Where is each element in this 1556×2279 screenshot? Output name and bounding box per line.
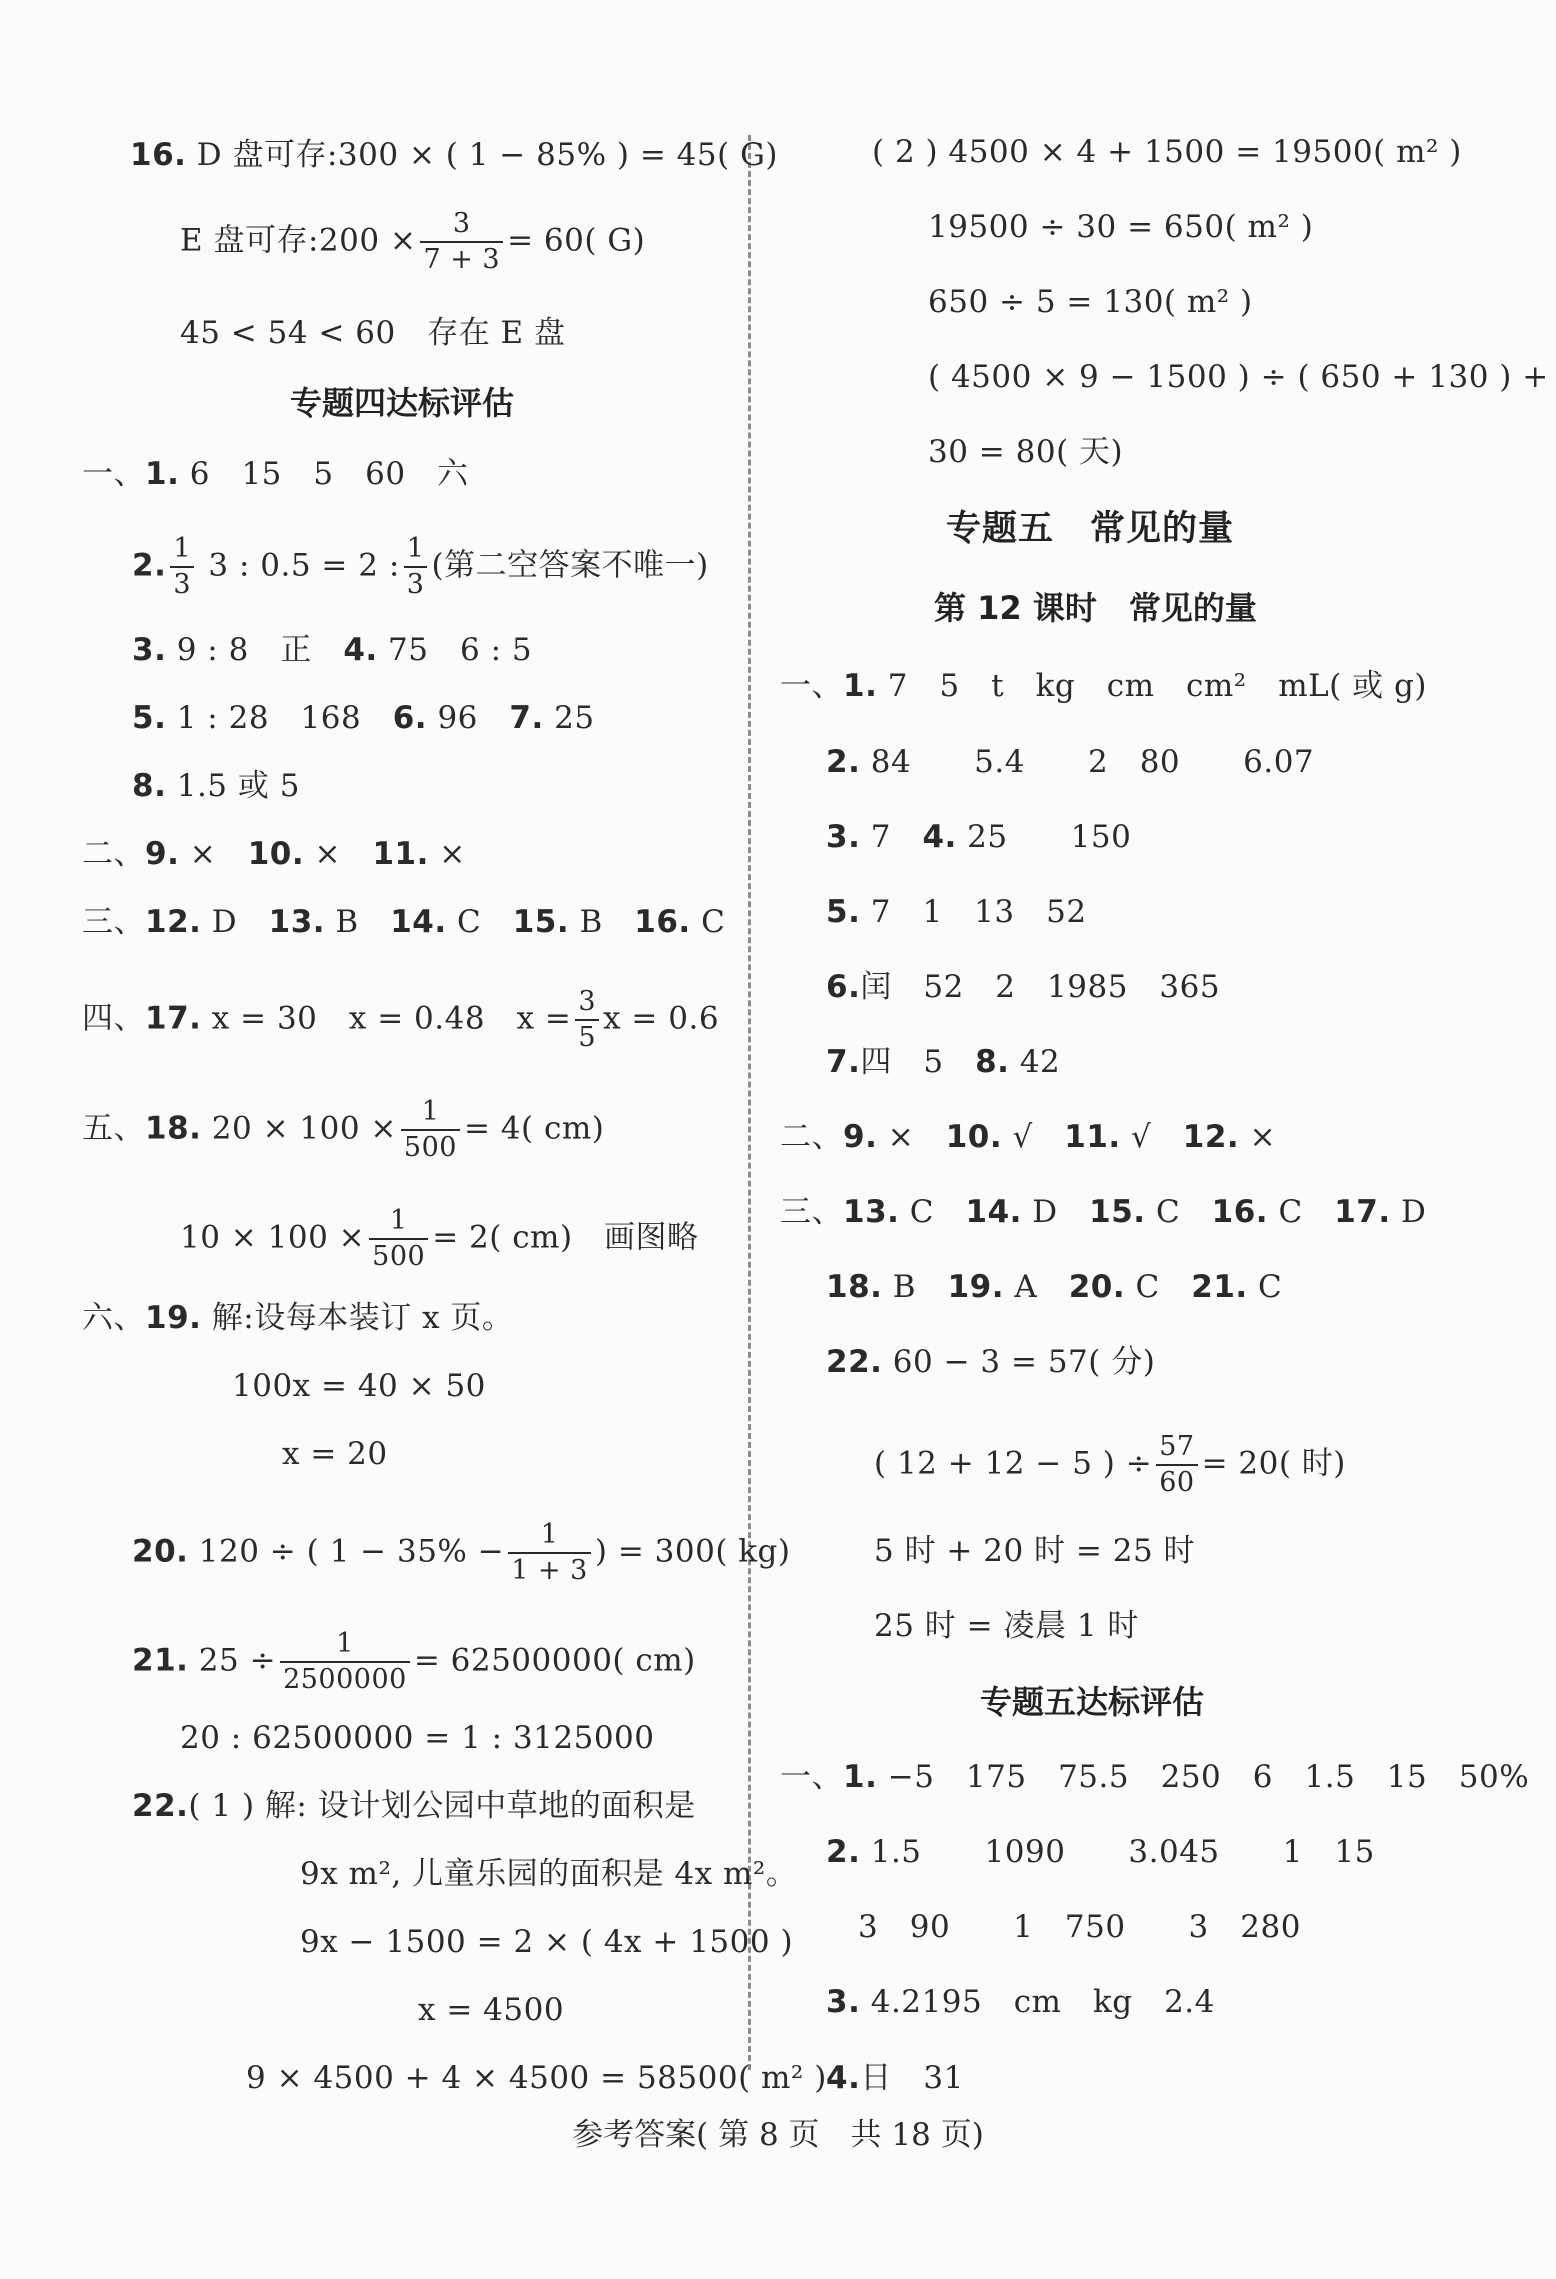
r-answer-22-line2: ( 12 + 12 − 5 ) ÷ $\frac{57}{60}$ = 20( 时) xyxy=(874,1431,1346,1498)
page-footer: 参考答案( 第 8 页 共 18 页) xyxy=(572,2117,984,2153)
answer-16-line3: 45 < 54 < 60 存在 E 盘 xyxy=(180,315,566,351)
answer-21: 21. 25 ÷ $\frac{1}{2500000}$ = 62500000( cm) xyxy=(132,1628,696,1695)
answer-8: 8. 1.5 或 5 xyxy=(132,768,300,804)
answer-2: 2. $\frac{1}{3}$ 3 : 0.5 = 2 : $\frac{1}{3}$ (第二空答案不唯一) xyxy=(132,533,709,600)
answer-16-line1: 16. D 盘可存:300 × ( 1 − 85% ) = 45( G) xyxy=(130,137,778,173)
right-line-1: ( 2 ) 4500 × 4 + 1500 = 19500( m² ) xyxy=(872,134,1462,170)
right-line-5: 30 = 80( 天) xyxy=(928,434,1124,470)
r-answer-13-17: 三、13. C 14. D 15. C 16. C 17. D xyxy=(780,1194,1427,1230)
column-divider xyxy=(748,135,751,2070)
fraction: $\frac{1}{500}$ xyxy=(401,1095,460,1165)
r-answer-6: 6.闰 52 2 1985 365 xyxy=(826,969,1221,1005)
e-answer-2: 2. 1.5 1090 3.045 1 15 xyxy=(826,1834,1375,1870)
fraction: $\frac{1}{3}$ xyxy=(170,532,194,602)
r-answer-1: 一、1. 7 5 t kg cm cm² mL( 或 g) xyxy=(780,668,1427,704)
r-answer-22-line4: 25 时 = 凌晨 1 时 xyxy=(874,1608,1139,1644)
right-line-2: 19500 ÷ 30 = 650( m² ) xyxy=(928,209,1314,245)
answer-5-7: 5. 1 : 28 168 6. 96 7. 25 xyxy=(132,700,595,736)
section-heading-4: 专题四达标评估 xyxy=(290,384,515,422)
answer-22-line2: 9x m², 儿童乐园的面积是 4x m²。 xyxy=(300,1856,798,1892)
answer-20: 20. 120 ÷ ( 1 − 35% − $\frac{1}{1 + 3}$ ) = 300( kg) xyxy=(132,1519,791,1586)
e-answer-3: 3. 4.2195 cm kg 2.4 xyxy=(826,1984,1215,2020)
answer-18-line2: 10 × 100 × $\frac{1}{500}$ = 2( cm) 画图略 xyxy=(180,1205,699,1272)
r-answer-22-line3: 5 时 + 20 时 = 25 时 xyxy=(874,1533,1196,1569)
e-answer-4: 4.日 31 xyxy=(826,2060,964,2096)
section-heading-5b: 专题五达标评估 xyxy=(980,1683,1205,1721)
r-answer-18-21: 18. B 19. A 20. C 21. C xyxy=(826,1269,1283,1305)
fraction: $\frac{3}{7 + 3}$ xyxy=(420,207,503,277)
r-answer-9-12: 二、9. × 10. √ 11. √ 12. × xyxy=(780,1119,1277,1155)
answer-19-line2: 100x = 40 × 50 xyxy=(232,1368,486,1404)
answer-16-line2: E 盘可存:200 × $\frac{3}{7 + 3}$ = 60( G) xyxy=(180,208,646,275)
fraction: $\frac{1}{3}$ xyxy=(404,532,428,602)
answer-22-line3: 9x − 1500 = 2 × ( 4x + 1500 ) xyxy=(300,1924,794,1960)
e-answer-2-line2: 3 90 1 750 3 280 xyxy=(858,1909,1301,1945)
right-line-4: ( 4500 × 9 − 1500 ) ÷ ( 650 + 130 ) + xyxy=(928,359,1549,395)
r-answer-5: 5. 7 1 13 52 xyxy=(826,894,1087,930)
fraction: $\frac{1}{1 + 3}$ xyxy=(508,1518,591,1588)
right-line-3: 650 ÷ 5 = 130( m² ) xyxy=(928,284,1253,320)
answer-21-line2: 20 : 62500000 = 1 : 3125000 xyxy=(180,1720,655,1756)
fraction: $\frac{57}{60}$ xyxy=(1156,1430,1197,1500)
fraction: $\frac{3}{5}$ xyxy=(575,985,599,1055)
fraction: $\frac{1}{500}$ xyxy=(369,1204,428,1274)
answer-3-4: 3. 9 : 8 正 4. 75 6 : 5 xyxy=(132,632,533,668)
r-answer-7-8: 7.四 5 8. 42 xyxy=(826,1044,1061,1080)
e-answer-1: 一、1. −5 175 75.5 250 6 1.5 15 50% xyxy=(780,1759,1530,1795)
r-answer-2: 2. 84 5.4 2 80 6.07 xyxy=(826,744,1315,780)
answer-12-16: 三、12. D 13. B 14. C 15. B 16. C xyxy=(82,904,726,940)
answer-9-11: 二、9. × 10. × 11. × xyxy=(82,836,466,872)
fraction: $\frac{1}{2500000}$ xyxy=(280,1627,410,1697)
answer-19-line3: x = 20 xyxy=(282,1436,388,1472)
answer-22-line1: 22.( 1 ) 解: 设计划公园中草地的面积是 xyxy=(132,1788,696,1824)
answer-22-line5: 9 × 4500 + 4 × 4500 = 58500( m² ) xyxy=(246,2060,827,2096)
answer-17: 四、17. x = 30 x = 0.48 x = $\frac{3}{5}$ x = 0.6 xyxy=(82,986,720,1053)
answer-1: 一、1. 6 15 5 60 六 xyxy=(82,456,469,492)
r-answer-22-line1: 22. 60 − 3 = 57( 分) xyxy=(826,1344,1156,1380)
section-heading-5: 专题五 常见的量 xyxy=(946,509,1235,549)
answer-22-line4: x = 4500 xyxy=(418,1992,565,2028)
r-answer-3-4: 3. 7 4. 25 150 xyxy=(826,819,1132,855)
answer-18-line1: 五、18. 20 × 100 × $\frac{1}{500}$ = 4( cm) xyxy=(82,1096,605,1163)
answer-19-line1: 六、19. 解:设每本装订 x 页。 xyxy=(82,1300,514,1336)
lesson-heading: 第 12 课时 常见的量 xyxy=(934,589,1257,627)
